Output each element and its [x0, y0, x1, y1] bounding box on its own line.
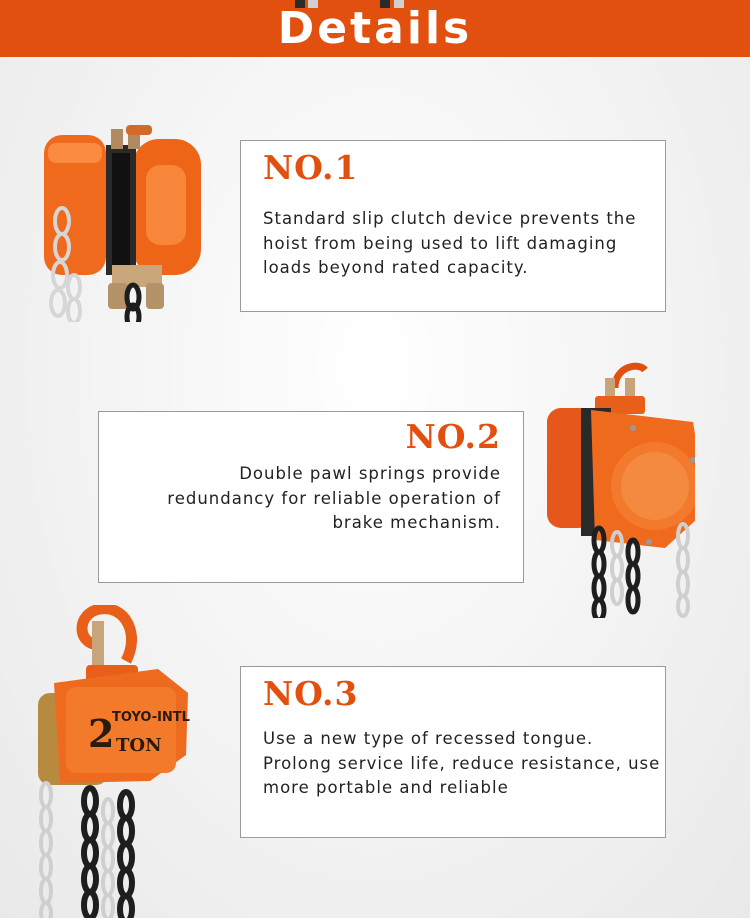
hoist-brand-text: TOYO-INTL	[112, 710, 190, 725]
feature-description-line: Standard slip clutch device prevents the	[263, 209, 637, 228]
hoist-capacity-number: 2	[88, 711, 115, 756]
feature-card-3	[240, 666, 666, 838]
feature-description-line: loads beyond rated capacity.	[263, 258, 529, 277]
feature-description-line: Prolong service life, reduce resistance, use	[263, 753, 661, 773]
feature-description-line: Double pawl springs provide	[239, 464, 501, 483]
details-header-bar	[0, 0, 750, 57]
feature-description-line: brake mechanism.	[332, 513, 501, 532]
hoist-unit-text: TON	[116, 735, 162, 756]
feature-number: NO.1	[263, 148, 359, 187]
hoist-clutch-image	[38, 125, 204, 322]
feature-card-1	[240, 140, 666, 312]
feature-description-line: Use a new type of recessed tongue.	[263, 729, 594, 748]
feature-description	[101, 462, 501, 536]
feature-description-line: hoist from being used to lift damaging	[263, 233, 618, 253]
hoist-brake-image	[543, 360, 695, 618]
page-title: Details	[277, 3, 473, 54]
feature-number: NO.2	[405, 417, 501, 456]
feature-description	[263, 727, 663, 801]
feature-description	[263, 207, 663, 281]
feature-card-2	[98, 411, 524, 583]
hoist-full-image	[30, 605, 190, 918]
feature-number: NO.3	[263, 674, 359, 713]
feature-description-line: more portable and reliable	[263, 778, 509, 797]
feature-description-line: redundancy for reliable operation of	[167, 488, 501, 508]
